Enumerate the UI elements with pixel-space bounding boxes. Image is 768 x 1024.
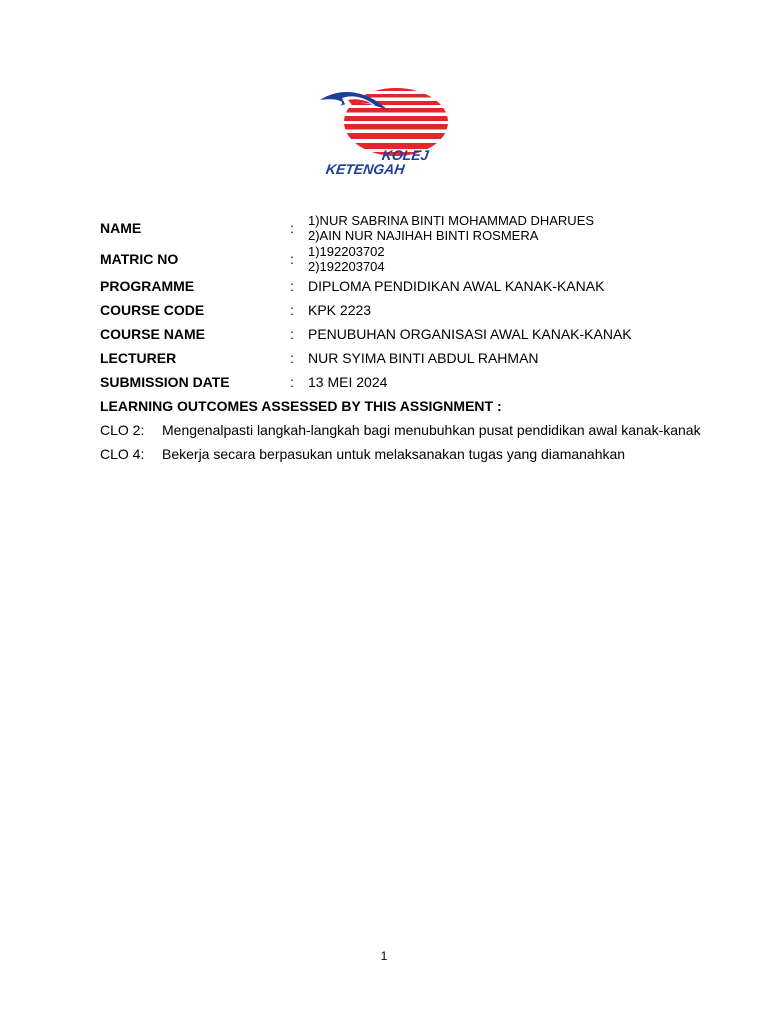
- lecturer-separator: :: [290, 350, 294, 366]
- matric-separator: :: [290, 251, 294, 267]
- clo-item: [100, 442, 740, 466]
- matric-value: [308, 244, 385, 274]
- logo-graphic: [318, 84, 458, 180]
- field-name: [100, 212, 740, 244]
- programme-value: DIPLOMA PENDIDIKAN AWAL KANAK-KANAK: [308, 278, 605, 294]
- submission-date-separator: :: [290, 374, 294, 390]
- logo-text-ketengah: KETENGAH: [324, 161, 406, 177]
- clo-code: CLO 4:: [100, 446, 145, 462]
- learning-outcomes-title: LEARNING OUTCOMES ASSESSED BY THIS ASSIGNMENT :: [100, 398, 502, 414]
- field-programme: [100, 274, 740, 298]
- clo-code: CLO 2:: [100, 422, 145, 438]
- submission-date-label: SUBMISSION DATE: [100, 374, 230, 390]
- field-course-code: [100, 298, 740, 322]
- field-lecturer: [100, 346, 740, 370]
- matric-line-1: 1)192203702: [308, 244, 385, 259]
- field-course-name: [100, 322, 740, 346]
- logo-text-kolej: KOLEJ: [380, 147, 430, 163]
- clo-item: [100, 418, 740, 442]
- name-line-1: 1)NUR SABRINA BINTI MOHAMMAD DHARUES: [308, 213, 595, 228]
- matric-line-2: 2)192203704: [308, 259, 385, 274]
- name-line-2: 2)AIN NUR NAJIHAH BINTI ROSMERA: [308, 228, 539, 243]
- clo-text: Bekerja secara berpasukan untuk melaksanakan tugas yang diamanahkan: [162, 446, 626, 462]
- kolej-ketengah-logo: [318, 84, 458, 180]
- course-code-label: COURSE CODE: [100, 302, 205, 318]
- course-name-label: COURSE NAME: [100, 326, 206, 342]
- field-submission-date: [100, 370, 740, 394]
- matric-label: MATRIC NO: [100, 251, 179, 267]
- course-code-value: KPK 2223: [308, 302, 372, 318]
- lecturer-value: NUR SYIMA BINTI ABDUL RAHMAN: [308, 350, 539, 366]
- lecturer-label: LECTURER: [100, 350, 177, 366]
- name-label: NAME: [100, 220, 142, 236]
- name-separator: :: [290, 220, 294, 236]
- page-number: 1: [380, 949, 388, 963]
- course-code-separator: :: [290, 302, 294, 318]
- name-value: [308, 213, 594, 243]
- programme-label: PROGRAMME: [100, 278, 195, 294]
- course-name-value: PENUBUHAN ORGANISASI AWAL KANAK-KANAK: [308, 326, 632, 342]
- programme-separator: :: [290, 278, 294, 294]
- assignment-info: [100, 212, 740, 466]
- clo-text: Mengenalpasti langkah-langkah bagi menubuhkan pusat pendidikan awal kanak-kanak: [162, 422, 701, 438]
- field-matric: [100, 244, 740, 274]
- submission-date-value: 13 MEI 2024: [308, 374, 388, 390]
- course-name-separator: :: [290, 326, 294, 342]
